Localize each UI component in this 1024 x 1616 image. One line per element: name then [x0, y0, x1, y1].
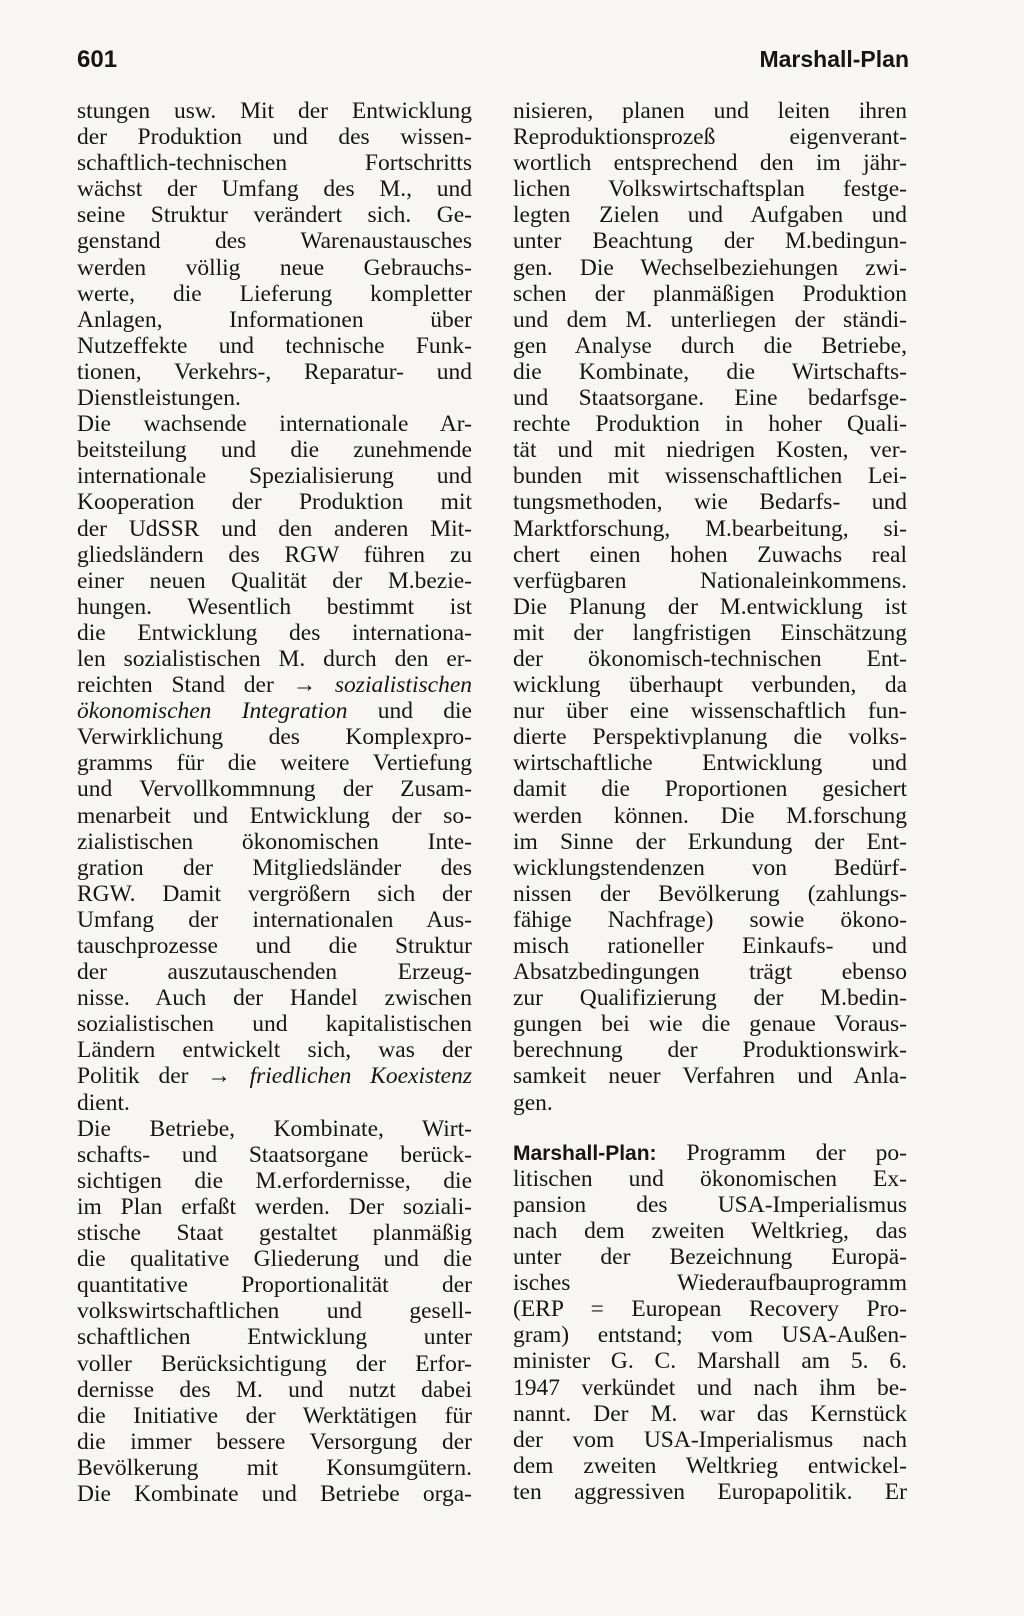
text-line: Absatzbedingungen trägt ebenso [513, 959, 907, 986]
text-line: minister G. C. Marshall am 5. 6. [513, 1348, 907, 1375]
text-line: Dienstleistungen. [77, 385, 241, 412]
text-line: die immer bessere Versorgung der [77, 1428, 472, 1455]
text-line: Die wachsende internationale Ar- [77, 411, 472, 438]
cross-reference-link[interactable]: ökonomischen Integration [77, 698, 348, 725]
text-line: im Sinne der Erkundung der Ent- [513, 828, 907, 855]
text-line: gen. [513, 1089, 553, 1116]
text-line: und Staatsorgane. Eine bedarfsge- [513, 385, 907, 412]
text-line: Verwirklichung des Komplexpro- [77, 724, 472, 751]
text-line: nannt. Der M. war das Kernstück [513, 1400, 907, 1427]
text-line: Kooperation der Produktion mit [77, 489, 472, 516]
entry-headword: Marshall-Plan: [513, 1141, 657, 1165]
text-line: Die Kombinate und Betriebe orga- [77, 1480, 472, 1507]
text-line: fähige Nachfrage) sowie ökono- [513, 906, 907, 933]
text-line: die Entwicklung des internationa- [77, 619, 472, 646]
right-column [513, 98, 907, 1505]
text-line: der vom USA-Imperialismus nach [513, 1426, 907, 1453]
text-line: wächst der Umfang des M., und [77, 176, 472, 203]
text-line: wicklung überhaupt verbunden, da [513, 672, 907, 699]
running-head: Marshall-Plan [759, 46, 909, 72]
text-line: im Plan erfaßt werden. Der soziali- [77, 1193, 472, 1220]
text-line: gungen bei wie die genaue Voraus- [513, 1011, 907, 1038]
text-line: ten aggressiven Europapolitik. Er [513, 1478, 907, 1505]
text-line: tauschprozesse und die Struktur [77, 933, 472, 959]
text-line: gram) entstand; vom USA-Außen- [513, 1322, 907, 1349]
text-line [77, 1063, 472, 1089]
text-line: Bevölkerung mit Konsumgütern. [77, 1454, 472, 1481]
text-line: sozialistischen und kapitalistischen [77, 1011, 472, 1038]
text-line: unter Beachtung der M.bedingun- [513, 228, 907, 255]
text-line [77, 672, 472, 698]
text-fragment: reichten Stand der → [77, 672, 335, 699]
text-line: volkswirtschaftlichen und gesell- [77, 1298, 472, 1325]
text-line: der ökonomisch-technischen Ent- [513, 645, 907, 672]
text-line: gliedsländern des RGW führen zu [77, 541, 472, 568]
text-line: unter der Bezeichnung Europä- [513, 1244, 907, 1271]
text-line: nisse. Auch der Handel zwischen [77, 985, 472, 1012]
text-line: voller Berücksichtigung der Erfor- [77, 1350, 472, 1377]
text-line: stungen usw. Mit der Entwicklung [77, 98, 472, 124]
text-fragment: und die [347, 698, 472, 725]
text-fragment: Programm der po- [656, 1139, 907, 1166]
text-line: nisieren, planen und leiten ihren [513, 98, 907, 124]
text-line: die Initiative der Werktätigen für [77, 1402, 472, 1429]
text-line: stische Staat gestaltet planmäßig [77, 1220, 472, 1247]
text-line: Anlagen, Informationen über [77, 306, 472, 333]
text-line: werden völlig neue Gebrauchs- [77, 254, 472, 281]
text-line: dernisse des M. und nutzt dabei [77, 1376, 472, 1403]
text-line: wortlich entsprechend den im jähr- [513, 150, 907, 177]
text-line: der Produktion und des wissen- [77, 124, 472, 151]
text-line: Ländern entwickelt sich, was der [77, 1037, 472, 1064]
text-line: Marktforschung, M.bearbeitung, si- [513, 515, 907, 542]
text-line: tungsmethoden, wie Bedarfs- und [513, 489, 907, 516]
cross-reference-link[interactable]: friedlichen Koexistenz [249, 1063, 472, 1090]
text-line: die qualitative Gliederung und die [77, 1246, 472, 1273]
text-line: Umfang der internationalen Aus- [77, 906, 472, 933]
text-line: nach dem zweiten Weltkrieg, das [513, 1217, 907, 1244]
text-line: samkeit neuer Verfahren und Anla- [513, 1063, 907, 1090]
text-line: quantitative Proportionalität der [77, 1272, 472, 1299]
text-line: pansion des USA-Imperialismus [513, 1191, 907, 1218]
text-fragment: Politik der → [77, 1063, 250, 1090]
text-line: werden können. Die M.forschung [513, 802, 907, 829]
cross-reference-link[interactable]: sozialistischen [334, 672, 472, 699]
text-line: gramms für die weitere Vertiefung [77, 750, 472, 777]
text-line: werte, die Lieferung kompletter [77, 280, 472, 307]
text-line: gen. Die Wechselbeziehungen zwi- [513, 254, 907, 281]
text-line: beitsteilung und die zunehmende [77, 437, 472, 464]
text-line: chert einen hohen Zuwachs real [513, 541, 907, 568]
text-line: internationale Spezialisierung und [77, 463, 472, 490]
page-header [77, 46, 909, 78]
text-line: der UdSSR und den anderen Mit- [77, 515, 472, 542]
text-line: wirtschaftliche Entwicklung und [513, 750, 907, 777]
text-line: Die Planung der M.entwicklung ist [513, 593, 907, 620]
text-line: hungen. Wesentlich bestimmt ist [77, 593, 472, 620]
text-line: schafts- und Staatsorgane berück- [77, 1141, 472, 1168]
text-line: die Kombinate, die Wirtschafts- [513, 358, 907, 385]
text-line: verfügbaren Nationaleinkommens. [513, 567, 907, 594]
text-line: (ERP = European Recovery Pro- [513, 1296, 907, 1323]
text-line: einer neuen Qualität der M.bezie- [77, 567, 472, 594]
text-line: gration der Mitgliedsländer des [77, 854, 472, 881]
text-line: sichtigen die M.erfordernisse, die [77, 1167, 472, 1194]
text-line: tät und mit niedrigen Kosten, ver- [513, 437, 907, 464]
text-line: legten Zielen und Aufgaben und [513, 202, 907, 229]
text-line: nissen der Bevölkerung (zahlungs- [513, 880, 907, 907]
text-line: und Vervollkommnung der Zusam- [77, 776, 472, 803]
text-line: dient. [77, 1089, 130, 1116]
text-line: dierte Perspektivplanung die volks- [513, 724, 907, 751]
text-line: tionen, Verkehrs-, Reparatur- und [77, 358, 472, 385]
left-column [77, 98, 472, 1507]
text-line: lichen Volkswirtschaftsplan festge- [513, 176, 907, 203]
text-line: genstand des Warenaustausches [77, 228, 472, 255]
text-line: damit die Proportionen gesichert [513, 776, 907, 803]
page-number: 601 [77, 46, 118, 73]
text-line: zur Qualifizierung der M.bedin- [513, 985, 907, 1012]
text-line: seine Struktur verändert sich. Ge- [77, 202, 472, 229]
text-line: Nutzeffekte und technische Funk- [77, 332, 472, 359]
text-line: len sozialistischen M. durch den er- [77, 645, 472, 672]
text-line: zialistischen ökonomischen Inte- [77, 828, 472, 855]
text-line: schaftlichen Entwicklung unter [77, 1324, 472, 1351]
text-line: schaftlich-technischen Fortschritts [77, 150, 472, 177]
text-line: menarbeit und Entwicklung der so- [77, 802, 472, 829]
text-line: mit der langfristigen Einschätzung [513, 619, 907, 646]
text-line: der auszutauschenden Erzeug- [77, 959, 472, 986]
text-line: wicklungstendenzen von Bedürf- [513, 854, 907, 881]
text-line: 1947 verkündet und nach ihm be- [513, 1374, 907, 1401]
text-line: Die Betriebe, Kombinate, Wirt- [77, 1115, 472, 1142]
text-line: RGW. Damit vergrößern sich der [77, 880, 472, 907]
text-line: nur über eine wissenschaftlich fun- [513, 698, 907, 725]
text-line: misch rationeller Einkaufs- und [513, 933, 907, 959]
text-line: bunden mit wissenschaftlichen Lei- [513, 463, 907, 490]
text-line: schen der planmäßigen Produktion [513, 280, 907, 307]
text-line [77, 698, 472, 724]
entry-first-line [513, 1140, 907, 1166]
text-line: isches Wiederaufbauprogramm [513, 1270, 907, 1297]
text-line: berechnung der Produktionswirk- [513, 1037, 907, 1064]
text-line: litischen und ökonomischen Ex- [513, 1165, 907, 1192]
text-line: dem zweiten Weltkrieg entwickel- [513, 1452, 907, 1479]
text-line: und dem M. unterliegen der ständi- [513, 306, 907, 333]
text-line: Reproduktionsprozeß eigenverant- [513, 124, 907, 151]
text-line: gen Analyse durch die Betriebe, [513, 332, 907, 359]
text-line: rechte Produktion in hoher Quali- [513, 411, 907, 438]
